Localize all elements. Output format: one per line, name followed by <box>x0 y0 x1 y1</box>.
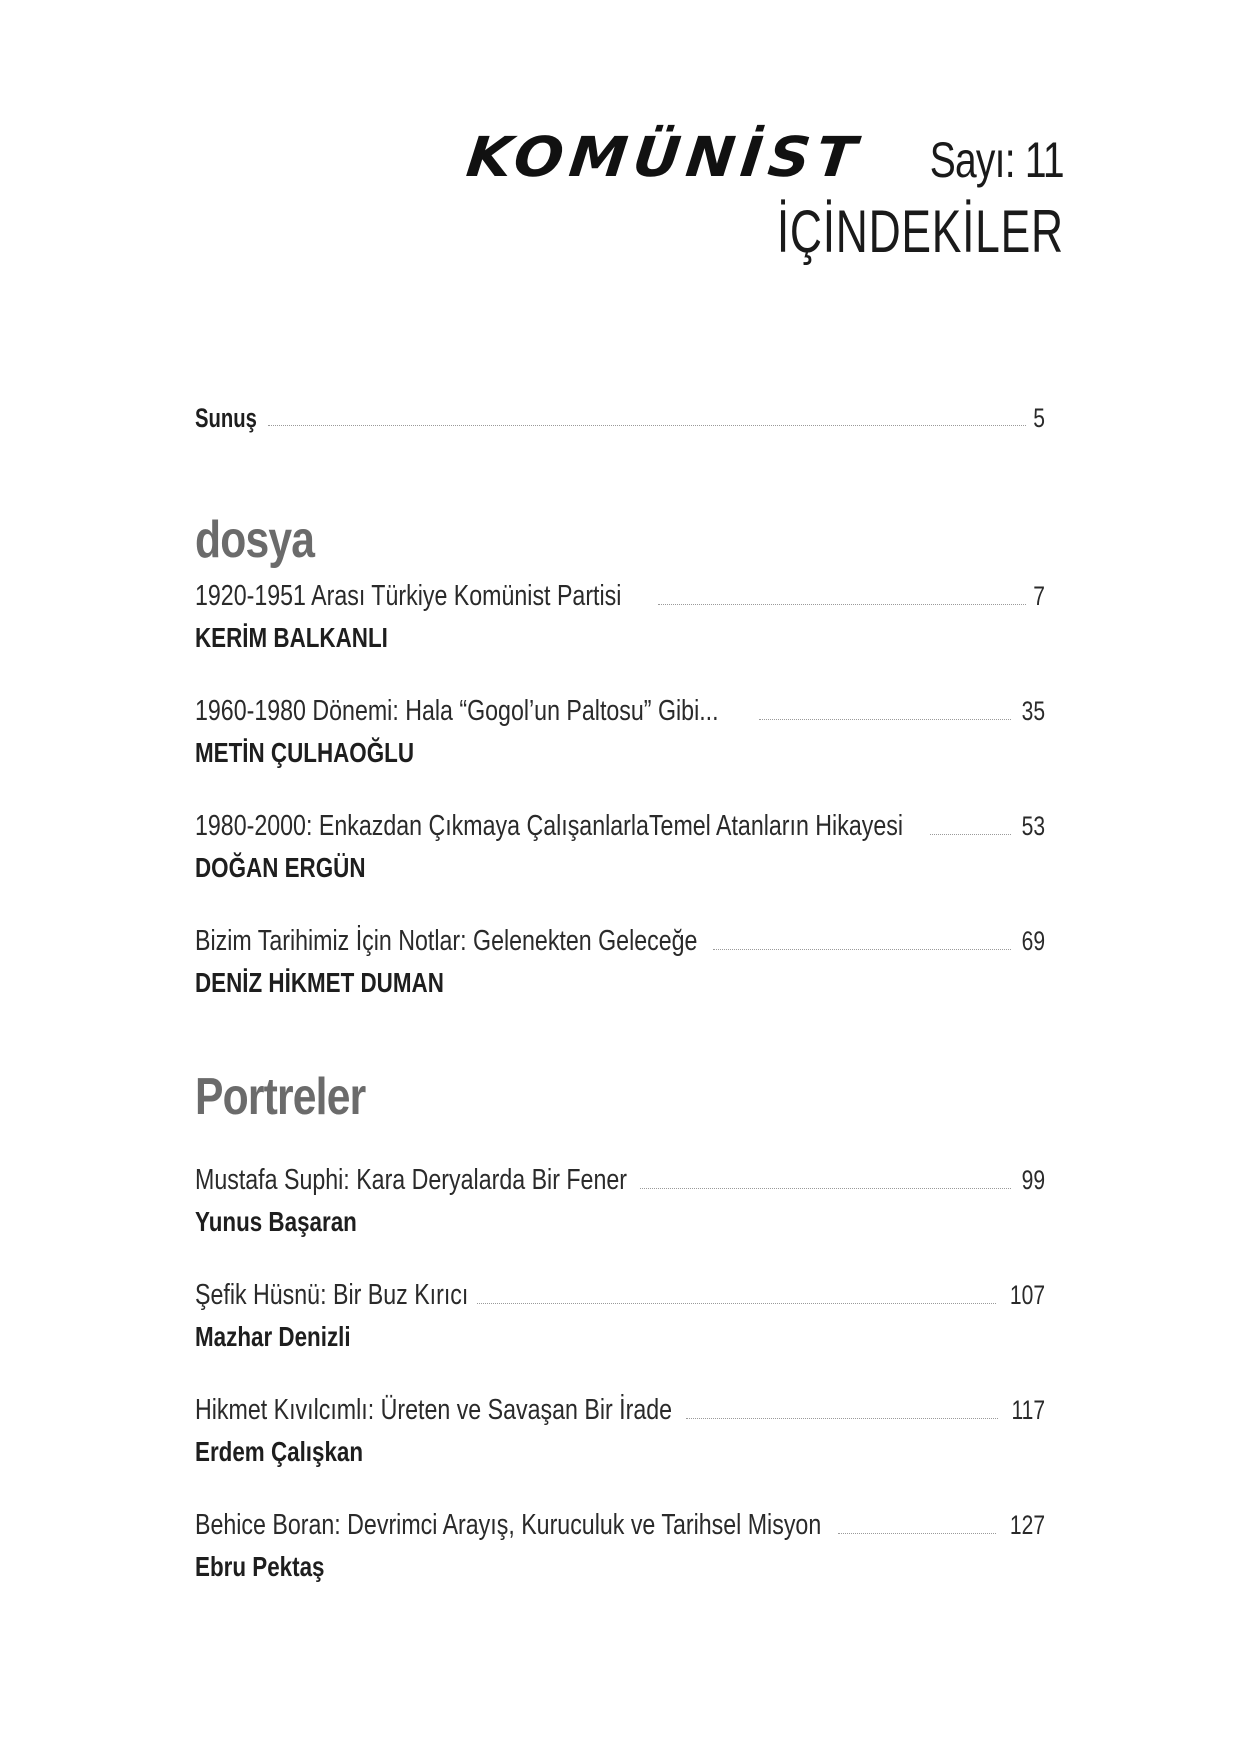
toc-entry-sunus[interactable] <box>195 403 1045 434</box>
page-number: 7 <box>1033 581 1045 611</box>
toc-entry[interactable] <box>195 1509 1045 1542</box>
page-number: 99 <box>1021 1165 1045 1195</box>
page-title: İÇİNDEKİLER <box>777 198 1064 265</box>
entry-title: Behice Boran: Devrimci Arayış, Kuruculuk ve Tarihsel Misyon <box>195 1509 822 1541</box>
toc-entry[interactable] <box>195 1164 1045 1197</box>
toc-entry[interactable] <box>195 695 1045 728</box>
entry-author: Yunus Başaran <box>195 1206 357 1237</box>
leader-dots <box>759 719 1010 720</box>
masthead <box>463 124 1064 265</box>
entry-title: Şefik Hüsnü: Bir Buz Kırıcı <box>195 1279 469 1311</box>
entry-title: Mustafa Suphi: Kara Deryalarda Bir Fener <box>195 1164 627 1196</box>
entry-author: METİN ÇULHAOĞLU <box>195 737 415 768</box>
leader-dots <box>713 949 1011 950</box>
section-heading-portreler: Portreler <box>195 1068 366 1126</box>
entry-title: 1920-1951 Arası Türkiye Komünist Partisi <box>195 580 622 612</box>
page-number: 53 <box>1021 811 1045 841</box>
toc-entry[interactable] <box>195 1394 1045 1427</box>
leader-dots <box>477 1303 996 1304</box>
entry-author: DOĞAN ERGÜN <box>195 852 366 883</box>
toc-entry[interactable] <box>195 580 1045 613</box>
toc-entry[interactable] <box>195 810 1045 843</box>
entry-author: Mazhar Denizli <box>195 1321 351 1352</box>
page-number: 107 <box>1009 1280 1045 1310</box>
toc-entry[interactable] <box>195 1279 1045 1312</box>
magazine-logo: KOMÜNİST <box>463 124 866 190</box>
page-number: 127 <box>1009 1510 1045 1540</box>
section-heading-dosya: dosya <box>195 511 315 569</box>
toc-entry[interactable] <box>195 925 1045 958</box>
entry-title: 1960-1980 Dönemi: Hala “Gogol’un Paltosu” Gibi... <box>195 695 719 727</box>
leader-dots <box>658 604 1026 605</box>
entry-title: 1980-2000: Enkazdan Çıkmaya ÇalışanlarlaTemel Atanların Hikayesi <box>195 810 903 842</box>
entry-author: KERİM BALKANLI <box>195 622 388 653</box>
page-number: 35 <box>1021 696 1045 726</box>
page-number: 5 <box>1033 403 1045 433</box>
leader-dots <box>268 425 1026 426</box>
leader-dots <box>930 834 1011 835</box>
issue-number: Sayı: 11 <box>930 132 1064 188</box>
leader-dots <box>686 1418 998 1419</box>
brand-line <box>463 124 1064 190</box>
leader-dots <box>838 1533 996 1534</box>
entry-author: DENİZ HİKMET DUMAN <box>195 967 444 998</box>
entry-title: Hikmet Kıvılcımlı: Üreten ve Savaşan Bir İrade <box>195 1394 673 1426</box>
page-number: 117 <box>1011 1395 1045 1425</box>
leader-dots <box>640 1188 1011 1189</box>
entry-title: Bizim Tarihimiz İçin Notlar: Gelenekten Geleceğe <box>195 925 698 957</box>
entry-title: Sunuş <box>195 403 257 433</box>
entry-author: Ebru Pektaş <box>195 1551 325 1582</box>
entry-author: Erdem Çalışkan <box>195 1436 364 1467</box>
page-number: 69 <box>1021 926 1045 956</box>
